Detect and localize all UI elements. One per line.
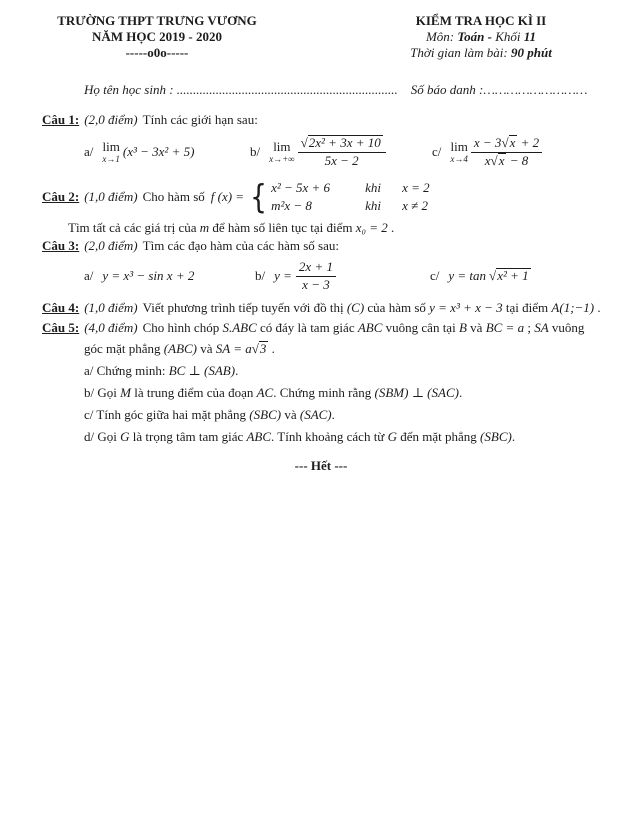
fraction-denominator: 5x − 2: [298, 152, 386, 170]
q3-c-lhs: y = tan: [448, 268, 487, 284]
fraction-denominator: [471, 152, 542, 170]
q5-item-a: [84, 363, 642, 379]
den-text: − 8: [506, 152, 529, 168]
text-segment: đến mặt phẳng: [397, 428, 481, 444]
subject-sep: -: [484, 29, 496, 45]
text-segment: .: [268, 340, 275, 356]
student-name-label: Họ tên học sinh :: [84, 82, 177, 98]
q1-heading: [42, 112, 642, 128]
math-segment: m: [199, 220, 210, 236]
den-text: x: [484, 152, 491, 168]
math-segment: SA = a: [215, 340, 252, 356]
q3-a-expression: y = x³ − sin x + 2: [102, 268, 195, 284]
radicand: x² + 1: [497, 268, 529, 284]
duration-line: [350, 45, 612, 61]
subject-prefix: Môn:: [425, 29, 458, 45]
duration-prefix: Thời gian làm bài:: [410, 45, 511, 61]
text-segment: . Tính khoảng cách từ: [271, 428, 388, 444]
lim-word: lim: [102, 139, 120, 155]
piecewise-brace: {: [250, 177, 267, 217]
q4-points: (1,0 điểm): [84, 300, 138, 316]
fraction-numerator: 2x + 1: [298, 258, 333, 274]
header: [0, 0, 642, 61]
case-khi: khi: [365, 197, 381, 213]
math-segment: A(1;−1): [551, 300, 595, 316]
exam-title: KIỂM TRA HỌC KÌ II: [415, 13, 547, 28]
q5-item-d: [84, 429, 642, 445]
math-segment: (C): [346, 300, 365, 316]
radicand: 3: [259, 340, 267, 356]
radicand: x: [509, 134, 516, 150]
q3-title: Tìm các đạo hàm của các hàm số sau:: [142, 238, 339, 254]
text-segment: a/ Chứng minh:: [84, 362, 169, 378]
math-segment: (SBC): [480, 428, 512, 444]
q5-points: (4,0 điểm): [84, 320, 138, 336]
text-segment: góc mặt phẳng: [84, 340, 164, 356]
text-segment: vuông: [548, 320, 585, 336]
lim-subscript: x→4: [450, 154, 468, 165]
school-year: NĂM HỌC 2019 - 2020: [92, 29, 222, 45]
student-info-line: [84, 82, 642, 98]
fraction: [298, 135, 386, 170]
q3-b-tag: b/: [255, 268, 266, 284]
student-name-field: ....................................................................: [176, 82, 398, 98]
q3-points: (2,0 điểm): [84, 238, 138, 254]
square-root: [501, 135, 517, 150]
num-text: x − 3: [473, 134, 502, 150]
q1-part-b: [250, 135, 432, 170]
text-segment: và: [466, 320, 486, 336]
text-segment: vuông cân tại: [382, 320, 459, 336]
square-root: [491, 153, 507, 168]
student-id-label: Số báo danh :: [410, 82, 484, 98]
header-right: [350, 13, 612, 61]
text-segment: c/ Tính góc giữa hai mặt phẳng: [84, 406, 250, 422]
end-marker: --- Hết ---: [294, 457, 348, 473]
text-segment: tại điểm: [502, 300, 552, 316]
q3-part-c: [430, 268, 531, 284]
q2-function-lhs: f (x) =: [210, 189, 245, 205]
case-khi: khi: [365, 179, 381, 195]
math-segment: BC ⊥ (SAB): [168, 362, 236, 378]
q3-label: Câu 3:: [42, 238, 80, 254]
limit-operator: [102, 140, 120, 164]
header-divider: -----o0o-----: [125, 45, 189, 61]
q5-item-b: [84, 385, 642, 401]
q2-heading-row: [42, 176, 642, 218]
text-segment: .: [511, 428, 516, 444]
math-segment: (ABC): [163, 340, 198, 356]
text-segment: .: [594, 300, 601, 316]
radicand: x: [498, 152, 505, 168]
limit-operator: [269, 140, 294, 164]
grade-prefix: Khối: [495, 29, 524, 45]
q1-c-tag: c/: [432, 144, 442, 160]
q2-heading: [42, 189, 205, 205]
q3-b-lhs: y =: [274, 268, 292, 284]
text-segment: .: [387, 220, 395, 236]
case-condition: x ≠ 2: [402, 197, 428, 213]
text-segment: là trọng tâm tam giác: [129, 428, 247, 444]
q3-part-b: [255, 259, 430, 294]
lim-subscript: x→1: [102, 154, 120, 165]
text-segment: của hàm số: [364, 300, 430, 316]
math-segment: ABC: [246, 428, 272, 444]
math-segment: S.ABC: [222, 320, 257, 336]
text-segment: . Chứng minh rằng: [273, 384, 375, 400]
q4-label: Câu 4:: [42, 300, 80, 316]
fraction-numerator: [298, 135, 386, 152]
lim-word: lim: [450, 139, 468, 155]
text-segment: Cho hình chóp: [142, 320, 223, 336]
math-segment: (SBC): [249, 406, 282, 422]
student-id-field: ………………………: [483, 82, 588, 98]
text-segment: d/ Gọi: [84, 428, 121, 444]
radical-sign: √: [501, 134, 509, 150]
q2-title: Cho hàm số: [142, 189, 205, 205]
text-segment: là trung điểm của đoạn: [130, 384, 257, 400]
math-segment: SA: [534, 320, 549, 336]
text-segment: Tìm tất cả các giá trị của: [68, 220, 200, 236]
math-segment: G: [120, 428, 130, 444]
subject-line: [350, 29, 612, 45]
radical-sign: √: [490, 152, 498, 168]
math-segment: M: [120, 384, 131, 400]
text-segment: Viết phương trình tiếp tuyến với đồ thị: [142, 300, 347, 316]
limit-operator: [450, 140, 468, 164]
math-segment: B: [458, 320, 467, 336]
school-name: TRƯỜNG THPT TRƯNG VƯƠNG: [57, 13, 257, 28]
text-segment: .: [331, 406, 335, 422]
radical-sign: √: [300, 134, 308, 150]
q2-label: Câu 2:: [42, 189, 80, 205]
q5-line2: [84, 341, 642, 357]
math-segment: G: [387, 428, 397, 444]
square-root: [301, 135, 383, 150]
q1-a-tag: a/: [84, 144, 94, 160]
text-segment: có đáy là tam giác: [256, 320, 358, 336]
case-expression: x² − 5x + 6: [271, 179, 331, 195]
header-left: [38, 13, 276, 61]
case-expression: m²x − 8: [271, 197, 312, 213]
piecewise-case-row: [271, 199, 430, 214]
radical-sign: √: [251, 340, 259, 356]
q3-c-tag: c/: [430, 268, 440, 284]
q1-points: (2,0 điểm): [84, 112, 138, 128]
q1-b-tag: b/: [250, 144, 261, 160]
text-segment: .: [458, 384, 463, 400]
duration-value: 90 phút: [511, 45, 552, 61]
text-segment: .: [235, 362, 239, 378]
q1-formula-row: [84, 129, 642, 175]
fraction-numerator: [471, 135, 542, 152]
q5-line1: [42, 319, 612, 337]
text-segment: b/ Gọi: [84, 384, 121, 400]
q3-a-tag: a/: [84, 268, 94, 284]
q1-title: Tính các giới hạn sau:: [142, 112, 258, 128]
q1-part-a: [84, 140, 250, 164]
q5-item-c: [84, 407, 642, 423]
fraction: [471, 135, 542, 170]
q2-points: (1,0 điểm): [84, 189, 138, 205]
text-segment: để hàm số liên tục tại điểm: [209, 220, 356, 236]
piecewise-cases: [271, 181, 430, 214]
num-text: + 2: [517, 134, 540, 150]
fraction: [296, 259, 336, 294]
case-condition: x = 2: [402, 179, 430, 195]
math-segment: AC: [256, 384, 274, 400]
text-segment: và: [197, 340, 216, 356]
q3-formula-row: [84, 255, 642, 297]
lim-subscript: x→+∞: [269, 154, 295, 165]
text-segment: ;: [524, 320, 535, 336]
math-segment: (SAC): [299, 406, 332, 422]
q3-heading: [42, 238, 642, 254]
q2-note: [68, 220, 642, 236]
q5-label: Câu 5:: [42, 320, 80, 336]
math-segment: x₀ = 2: [355, 220, 388, 236]
math-segment: BC = a: [485, 320, 525, 336]
fraction-denominator: x − 3: [296, 276, 336, 294]
q4-line: [42, 300, 612, 316]
square-root: [252, 341, 269, 356]
subject-name: Toán: [457, 29, 485, 45]
grade-number: 11: [523, 29, 537, 45]
text-segment: và: [281, 406, 300, 422]
radical-sign: √: [489, 268, 497, 284]
q1-a-expression: (x³ − 3x² + 5): [122, 144, 195, 160]
lim-word: lim: [273, 139, 291, 155]
math-segment: y = x³ + x − 3: [429, 300, 503, 316]
q3-part-a: [84, 268, 255, 284]
q1-label: Câu 1:: [42, 112, 80, 128]
square-root: [489, 268, 531, 284]
math-segment: ABC: [357, 320, 383, 336]
q1-part-c: [432, 135, 542, 170]
radicand: 2x² + 3x + 10: [308, 134, 381, 150]
math-segment: (SBM) ⊥ (SAC): [374, 384, 459, 400]
piecewise-case-row: [271, 181, 430, 196]
